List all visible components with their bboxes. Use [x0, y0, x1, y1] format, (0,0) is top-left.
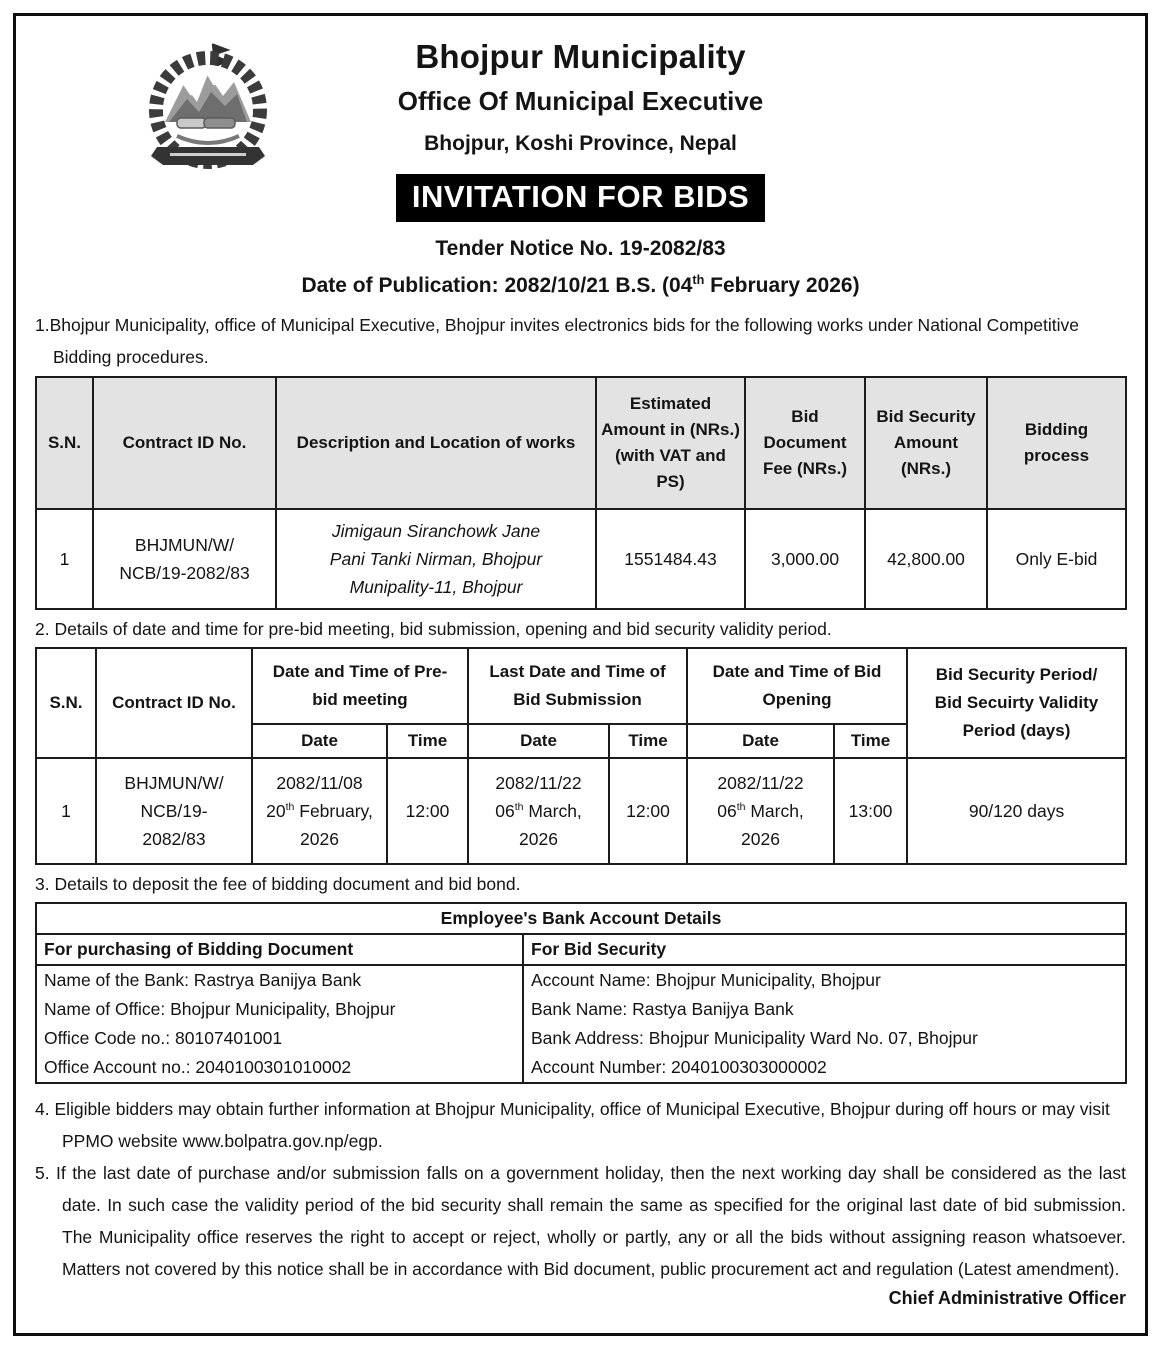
works-header-description: Description and Location of works — [276, 377, 596, 509]
bank-name-right: Bank Name: Rastya Banijya Bank — [523, 995, 1126, 1024]
bank-row-3 — [36, 1024, 1126, 1053]
schedule-prebid-date-header: Date — [252, 724, 387, 758]
submission-time-cell: 12:00 — [609, 758, 687, 864]
bank-details-table — [35, 902, 1127, 1084]
address-line: Bhojpur, Koshi Province, Nepal — [424, 132, 737, 155]
publication-date-ordinal: th — [692, 273, 705, 287]
section-5-terms: 5. If the last date of purchase and/or submission falls on a government holiday, then the next working day shall be considered as the last date. In such case the validity period of the bid security shall remain the same as specified for the original last date of bid submission. The Municipality office reserves the right to accept or reject, wholly or partly, any or all the bids without assigning reason whatsoever. Matters not covered by this notice shall be in accordance with Bid document, public procurement act and regulation (Latest amendment). — [35, 1163, 1126, 1279]
works-table-header-row — [36, 377, 1126, 509]
works-estimated-amount: 1551484.43 — [596, 509, 745, 609]
schedule-prebid-time-header: Time — [387, 724, 468, 758]
schedule-header-contract-id: Contract ID No. — [96, 648, 252, 758]
schedule-sn: 1 — [36, 758, 96, 864]
works-table — [35, 376, 1127, 610]
works-bidding-process: Only E-bid — [987, 509, 1126, 609]
tender-notice-number: Tender Notice No. 19-2082/83 — [435, 237, 726, 260]
bank-row-2 — [36, 995, 1126, 1024]
bank-table-header-row — [36, 934, 1126, 965]
publication-date — [35, 274, 1126, 298]
office-name: Office Of Municipal Executive — [397, 86, 764, 116]
bank-address-right: Bank Address: Bhojpur Municipality Ward No. 07, Bhojpur — [523, 1024, 1126, 1053]
schedule-submission-time-header: Time — [609, 724, 687, 758]
schedule-submission-date-header: Date — [468, 724, 609, 758]
works-contract-id: BHJMUN/W/ NCB/19-2082/83 — [93, 509, 276, 609]
section-2-heading: 2. Details of date and time for pre-bid meeting, bid submission, opening and bid security validity period. — [35, 619, 832, 639]
bank-table-title-row — [36, 903, 1126, 934]
section-4-info: 4. Eligible bidders may obtain further information at Bhojpur Municipality, office of Municipal Executive, Bhojpur during off hours or may visit PPMO website www.bolpatra.gov.np/egp. — [35, 1099, 1110, 1151]
opening-time-cell: 13:00 — [834, 758, 907, 864]
works-bid-doc-fee: 3,000.00 — [745, 509, 865, 609]
schedule-header-security-period: Bid Security Period/ Bid Secuirty Validity Period (days) — [907, 648, 1126, 758]
schedule-table-row — [36, 758, 1126, 864]
works-header-contract-id: Contract ID No. — [93, 377, 276, 509]
bank-row-4 — [36, 1053, 1126, 1083]
municipality-name: Bhojpur Municipality — [415, 38, 746, 75]
publication-date-text: Date of Publication: 2082/10/21 B.S. (04 — [301, 274, 693, 297]
schedule-header-prebid-group: Date and Time of Pre- bid meeting — [252, 648, 468, 724]
security-period-cell: 90/120 days — [907, 758, 1126, 864]
works-sn: 1 — [36, 509, 93, 609]
signature-title: Chief Administrative Officer — [888, 1288, 1126, 1308]
section-1-intro: 1.Bhojpur Municipality, office of Municipal Executive, Bhojpur invites electronics bids for the following works under National Competitive Bidding procedures. — [35, 315, 1080, 367]
schedule-group-header-row — [36, 648, 1126, 724]
office-name-left: Name of Office: Bhojpur Municipality, Bhojpur — [44, 999, 396, 1019]
schedule-header-opening-group: Date and Time of Bid Opening — [687, 648, 907, 724]
works-header-bid-doc-fee: Bid Document Fee (NRs.) — [745, 377, 865, 509]
bank-left-header: For purchasing of Bidding Document — [36, 934, 523, 965]
works-header-bidding-process: Bidding process — [987, 377, 1126, 509]
ppmo-website-link: www.bolpatra.gov.np/egp — [182, 1131, 378, 1151]
submission-date-cell: 2082/11/22 06th March, 2026 — [468, 758, 609, 864]
document-header — [35, 16, 1126, 298]
bank-table-title: Employee's Bank Account Details — [36, 903, 1126, 934]
banner-row — [35, 174, 1126, 222]
account-number-right: Account Number: 2040100303000002 — [523, 1053, 1126, 1083]
invitation-for-bids-banner: INVITATION FOR BIDS — [396, 174, 765, 222]
office-code-left: Office Code no.: 80107401001 — [44, 1028, 283, 1048]
works-table-row — [36, 509, 1126, 609]
works-header-estimated-amount: Estimated Amount in (NRs.) (with VAT and PS) — [596, 377, 745, 509]
bank-name-left: Name of the Bank: Rastrya Banijya Bank — [44, 970, 362, 990]
schedule-header-sn: S.N. — [36, 648, 96, 758]
office-account-left: Office Account no.: 2040100301010002 — [44, 1057, 352, 1077]
prebid-date-cell: 2082/11/08 20th February, 2026 — [252, 758, 387, 864]
opening-date-cell: 2082/11/22 06th March, 2026 — [687, 758, 834, 864]
publication-date-rest: February 2026) — [704, 274, 860, 297]
nepal-emblem-icon — [138, 42, 278, 176]
prebid-time-cell: 12:00 — [387, 758, 468, 864]
schedule-table — [35, 647, 1127, 865]
schedule-header-submission-group: Last Date and Time of Bid Submission — [468, 648, 687, 724]
schedule-contract-id: BHJMUN/W/ NCB/19- 2082/83 — [96, 758, 252, 864]
schedule-opening-time-header: Time — [834, 724, 907, 758]
works-header-bid-security: Bid Security Amount (NRs.) — [865, 377, 987, 509]
bank-row-1 — [36, 965, 1126, 995]
document-content — [16, 16, 1145, 1311]
works-bid-security-amount: 42,800.00 — [865, 509, 987, 609]
account-name-right: Account Name: Bhojpur Municipality, Bhojpur — [523, 965, 1126, 995]
schedule-opening-date-header: Date — [687, 724, 834, 758]
document-page — [13, 13, 1148, 1336]
works-header-sn: S.N. — [36, 377, 93, 509]
bank-right-header: For Bid Security — [523, 934, 1126, 965]
works-description: Jimigaun Siranchowk Jane Pani Tanki Nirman, Bhojpur Munipality-11, Bhojpur — [276, 509, 596, 609]
section-3-heading: 3. Details to deposit the fee of bidding document and bid bond. — [35, 874, 521, 894]
